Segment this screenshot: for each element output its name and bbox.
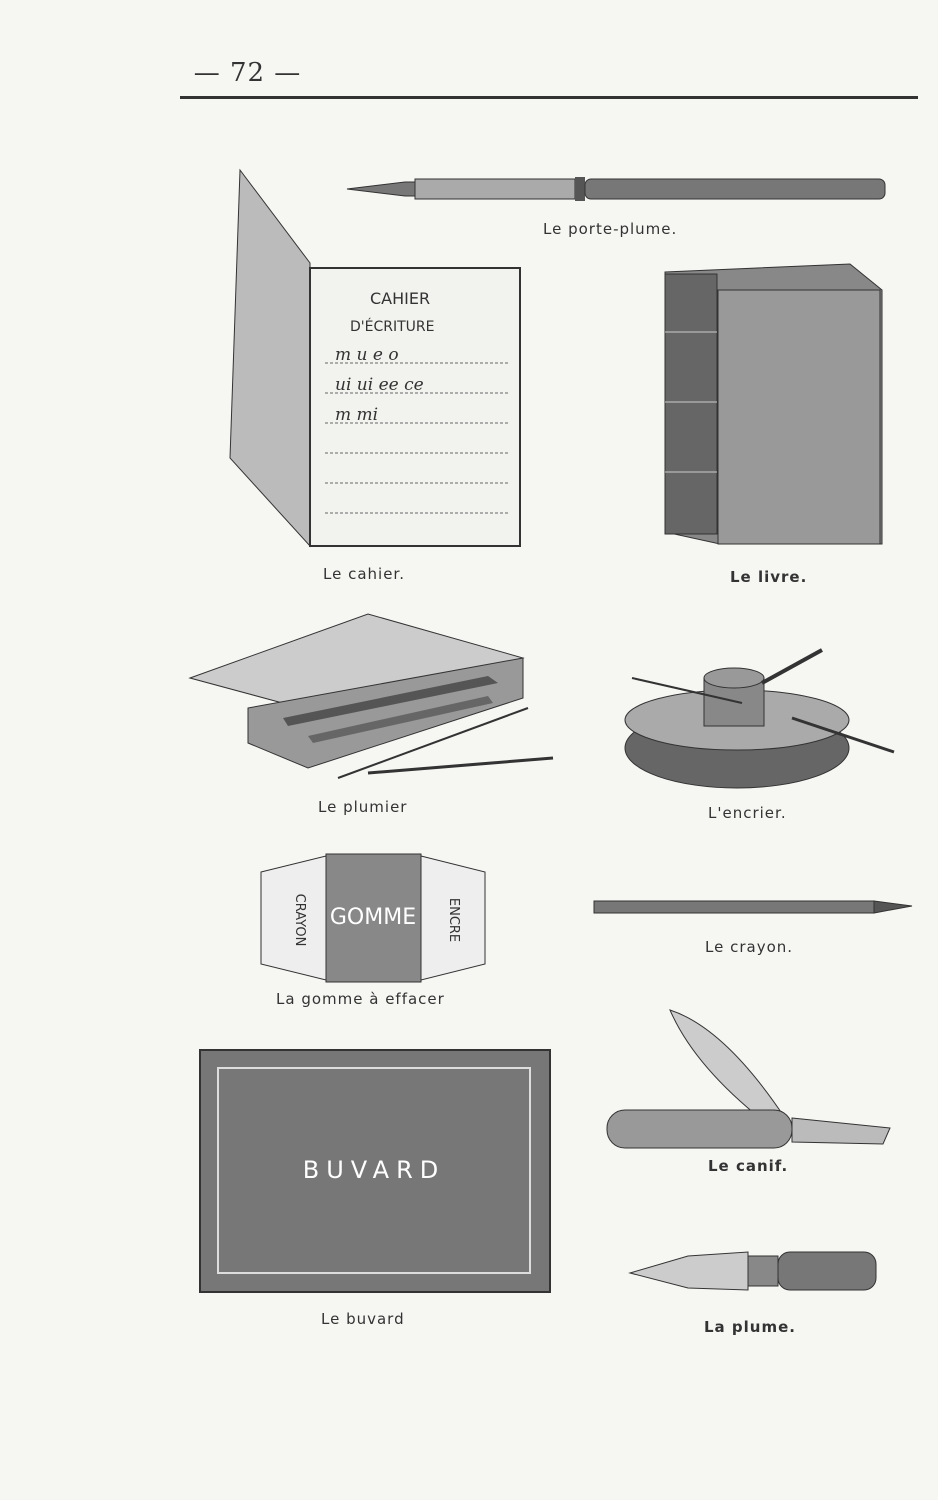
page-number: — 72 — [193,58,302,88]
caption-porte-plume: Le porte-plume. [543,220,678,238]
buvard-illustration [198,1048,553,1296]
gomme-right-label: ENCRE [446,897,461,943]
gomme-center-label: GOMME [329,905,417,930]
header-rule [180,96,918,99]
plume-illustration [628,1246,880,1296]
caption-plumier: Le plumier [318,798,408,816]
cahier-cover-line1: CAHIER [370,289,431,308]
encrier-illustration [622,648,897,798]
canif-illustration [605,1008,895,1153]
gomme-left-label: CRAYON [292,893,307,947]
cahier-cover-line2: D'ÉCRITURE [350,319,435,335]
caption-plume: La plume. [704,1318,796,1336]
caption-canif: Le canif. [708,1157,789,1175]
crayon-illustration [592,896,917,918]
caption-cahier: Le cahier. [323,565,405,583]
cahier-row1: m u e o [335,345,399,365]
plumier-illustration [188,608,558,788]
cahier-row2: ui ui ee ce [335,375,424,395]
gomme-illustration [256,852,490,984]
buvard-title: BUVARD [302,1156,446,1184]
caption-encrier: L'encrier. [708,804,787,822]
cahier-illustration [210,168,530,553]
caption-buvard: Le buvard [321,1310,405,1328]
caption-gomme: La gomme à effacer [276,990,445,1008]
cahier-row3: m mi [335,405,379,425]
caption-livre: Le livre. [730,568,808,586]
livre-illustration [660,262,888,550]
caption-crayon: Le crayon. [705,938,794,956]
